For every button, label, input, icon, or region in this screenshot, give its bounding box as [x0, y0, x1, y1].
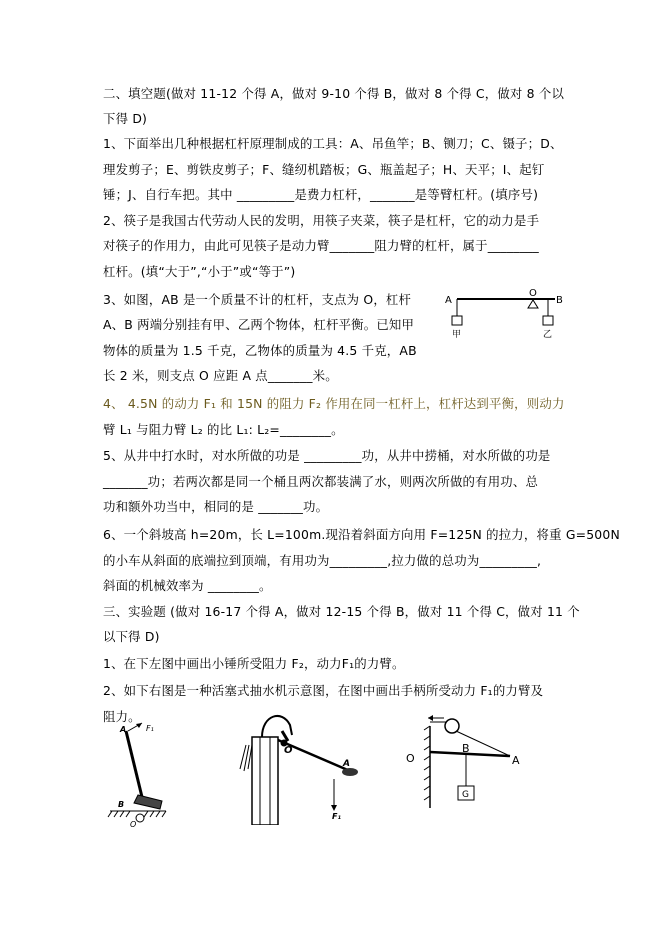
- q1-line3: 锤；J、自行车把。其中 _________是费力杠杆，_______是等臂杠杆。(填序号): [103, 187, 539, 202]
- q3-line3: 物体的质量为 1.5 千克，乙物体的质量为 4.5 千克，AB: [103, 343, 417, 358]
- water-stream: [240, 745, 252, 771]
- q2-line3: 杠杆。(填“大于”,“小于”或“等于”): [103, 264, 296, 279]
- section2-title-line1: 二、填空题(做对 11-12 个得 A，做对 9-10 个得 B，做对 8 个得 C，做对 8 个以: [103, 86, 565, 101]
- q2-line2: 对筷子的作用力，由此可见筷子是动力臂_______阻力臂的杠杆，属于________: [103, 238, 539, 253]
- nail-circle: [136, 814, 144, 822]
- force-f1-arrowhead: [331, 805, 337, 811]
- label-a: A: [445, 295, 452, 306]
- wall-hatch: [424, 726, 430, 800]
- section3-title-line1: 三、实验题 (做对 16-17 个得 A，做对 12-15 个得 B，做对 11 个得 C，做对 11 个: [103, 604, 580, 619]
- label-b: B: [556, 295, 563, 306]
- lever-ab-figure: [440, 285, 570, 341]
- hammer-figure: [100, 715, 180, 830]
- weight-yi: [543, 316, 553, 325]
- spout-pipe: [262, 716, 292, 737]
- exp2-line1: 2、如下右图是一种活塞式抽水机示意图，在图中画出手柄所受动力 F₁的力臂及: [103, 683, 544, 698]
- label-f1: F₁: [146, 724, 154, 733]
- q6-line1: 6、一个斜坡高 h=20m，长 L=100m.现沿着斜面方向用 F=125N 的拉力，将重 G=500N: [103, 527, 620, 542]
- pull-arrowhead: [428, 715, 433, 721]
- label-jia: 甲: [452, 330, 462, 340]
- section2-title-line2: 下得 D): [103, 111, 148, 126]
- q1-line1: 1、下面举出几种根据杠杆原理制成的工具：A、吊鱼竿；B、铡刀；C、镊子；D、: [103, 136, 563, 151]
- q3-line1: 3、如图，AB 是一个质量不计的杠杆，支点为 O，杠杆: [103, 292, 412, 307]
- label-b: B: [462, 742, 470, 755]
- q5-line2: _______功；若两次都是同一个桶且两次都装满了水，则两次所做的有用功、总: [103, 474, 539, 489]
- wall-lever-figure: [400, 712, 530, 812]
- q5-line1: 5、从井中打水时，对水所做的功是 _________功，从井中捞桶，对水所做的功是: [103, 448, 551, 463]
- water-pump-figure: [222, 705, 372, 825]
- label-o: O: [130, 820, 137, 829]
- label-g: G: [462, 790, 469, 800]
- hammer-handle: [126, 731, 142, 797]
- label-o: O: [406, 752, 415, 765]
- q3-line2: A、B 两端分别挂有甲、乙两个物体，杠杆平衡。已知甲: [103, 317, 415, 332]
- lever-bar: [430, 752, 510, 756]
- label-f1: F₁: [332, 812, 341, 821]
- exp2-line2: 阻力。: [103, 709, 141, 724]
- label-a: A: [120, 725, 127, 734]
- fulcrum-triangle: [528, 300, 538, 308]
- q6-line2: 的小车从斜面的底端拉到顶端，有用功为_________,拉力做的总功为_________,: [103, 553, 542, 568]
- label-b: B: [118, 800, 125, 809]
- q4-line1: 4、 4.5N 的动力 F₁ 和 15N 的阻力 F₂ 作用在同一杠杆上，杠杆达到平衡，则动力: [103, 396, 565, 411]
- label-o: O: [529, 288, 537, 299]
- section3-title-line2: 以下得 D): [103, 629, 160, 644]
- q4-line2: 臂 L₁ 与阻力臂 L₂ 的比 L₁: L₂=________。: [103, 422, 344, 437]
- hammer-head: [134, 795, 162, 809]
- handle-grip: [342, 768, 358, 776]
- q6-line3: 斜面的机械效率为 ________。: [103, 578, 272, 593]
- label-yi: 乙: [543, 330, 553, 340]
- label-o: O: [284, 745, 293, 756]
- label-a: A: [512, 754, 520, 767]
- q2-line1: 2、筷子是我国古代劳动人民的发明，用筷子夹菜，筷子是杠杆，它的动力是手: [103, 213, 540, 228]
- exp1-line: 1、在下左图中画出小锤所受阻力 F₂，动力F₁的力臂。: [103, 656, 405, 671]
- weight-jia: [452, 316, 462, 325]
- q5-line3: 功和额外功当中，相同的是 _______功。: [103, 499, 329, 514]
- piston-rod: [282, 731, 288, 741]
- label-a: A: [343, 759, 350, 769]
- q3-line4: 长 2 米，则支点 O 应距 A 点_______米。: [103, 368, 338, 383]
- pump-cylinder: [252, 737, 278, 825]
- q1-line2: 理发剪子；E、剪铁皮剪子；F、缝纫机踏板；G、瓶盖起子；H、天平；I、起钉: [103, 162, 545, 177]
